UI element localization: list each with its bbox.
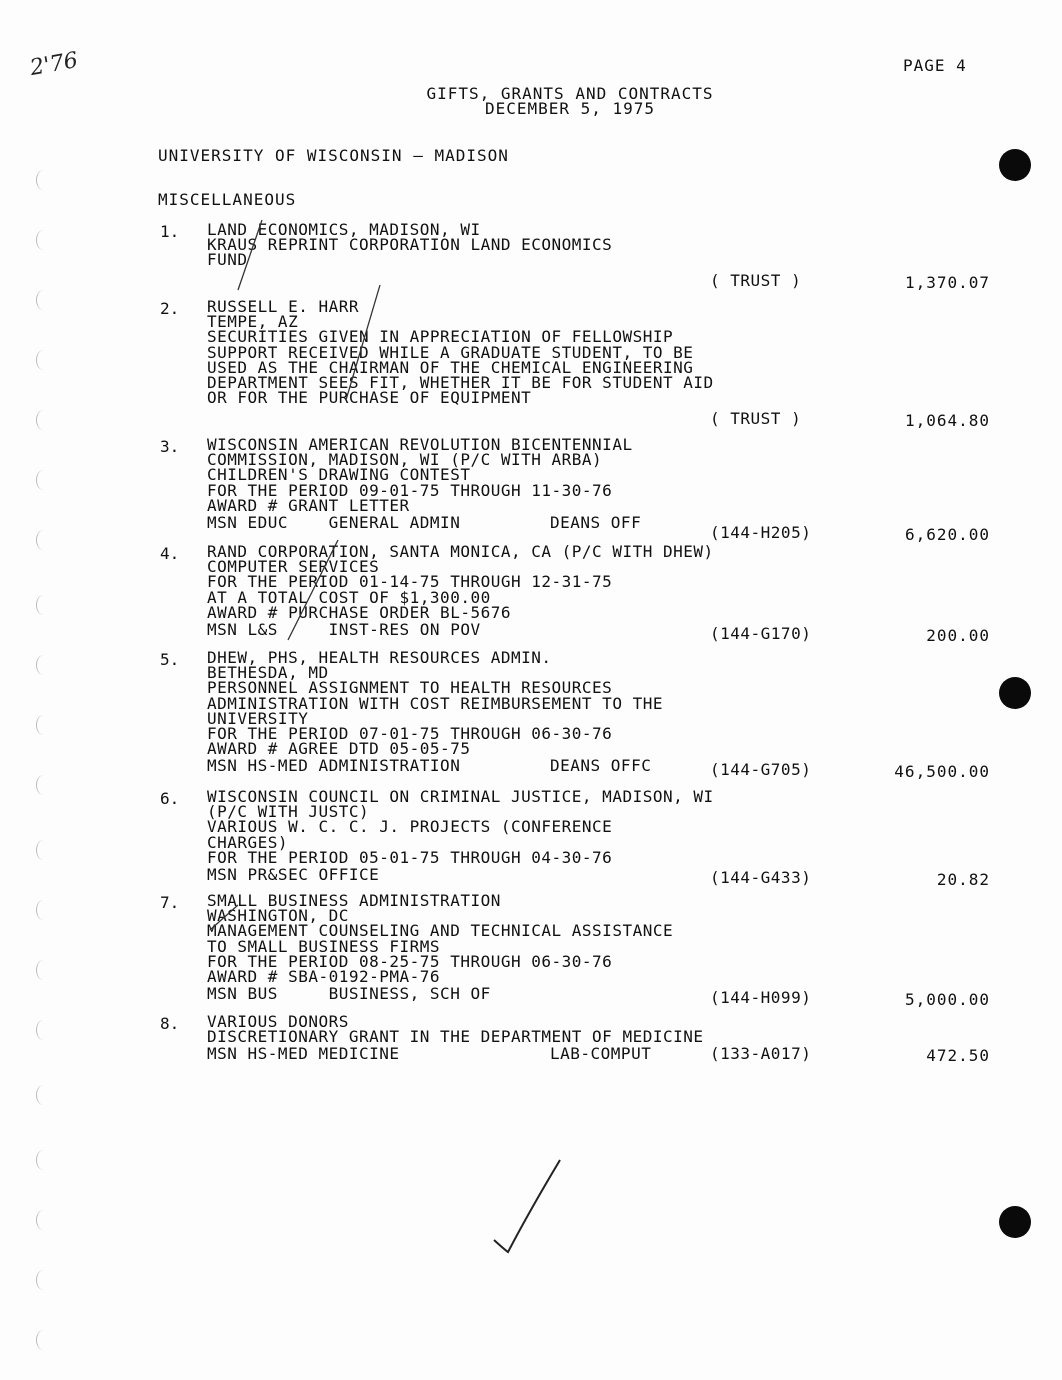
entry-department: MSN EDUC GENERAL ADMIN [207, 513, 461, 532]
entry-line: WISCONSIN AMERICAN REVOLUTION BICENTENNIAL [207, 435, 633, 454]
entry-amount: 1,370.07 [904, 273, 990, 292]
entry-number: 1. [160, 222, 180, 241]
entry-account-code: (133-A017) [710, 1044, 812, 1063]
entry-department: MSN PR&SEC OFFICE [207, 865, 380, 884]
entry-account-code: ( TRUST ) [710, 409, 802, 428]
entry-line: KRAUS REPRINT CORPORATION LAND ECONOMICS [207, 235, 613, 255]
punch-hole [999, 677, 1031, 709]
margin-mark [36, 530, 51, 550]
margin-mark [36, 655, 51, 675]
entry-amount: 5,000.00 [904, 990, 990, 1009]
entry-line: USED AS THE CHAIRMAN OF THE CHEMICAL ENGINEERING [207, 357, 694, 377]
document-date: DECEMBER 5, 1975 [484, 99, 656, 118]
margin-mark [36, 715, 51, 735]
entry-line: RAND CORPORATION, SANTA MONICA, CA (P/C WITH DHEW) [207, 542, 714, 561]
entry-amount: 6,620.00 [904, 525, 990, 544]
entry-line: AWARD # PURCHASE ORDER BL-5676 [207, 602, 511, 622]
entry-line: DEPARTMENT SEES FIT, WHETHER IT BE FOR STUDENT AID [207, 372, 714, 392]
document-title: GIFTS, GRANTS AND CONTRACTS [426, 84, 714, 103]
entry-line: DHEW, PHS, HEALTH RESOURCES ADMIN. [207, 648, 552, 667]
handwritten-note: 2'76 [28, 48, 80, 81]
entry-line: ADMINISTRATION WITH COST REIMBURSEMENT TO THE [207, 693, 663, 713]
entry-line: WISCONSIN COUNCIL ON CRIMINAL JUSTICE, MADISON, WI [207, 787, 714, 806]
entry-unit: LAB-COMPUT [550, 1044, 652, 1063]
pen-stroke [288, 540, 338, 640]
entry-number: 3. [160, 437, 180, 456]
entry-number: 8. [160, 1014, 180, 1033]
entry-line: DISCRETIONARY GRANT IN THE DEPARTMENT OF MEDICINE [207, 1027, 704, 1047]
entry-line: TO SMALL BUSINESS FIRMS [207, 936, 441, 956]
entry-line: VARIOUS DONORS [207, 1012, 349, 1031]
margin-mark [36, 1210, 51, 1230]
entry-amount: 472.50 [926, 1046, 990, 1065]
entry-department: MSN BUS BUSINESS, SCH OF [207, 984, 491, 1003]
punch-hole [999, 149, 1031, 181]
entry-account-code: (144-G433) [710, 868, 812, 887]
margin-mark [36, 170, 51, 190]
entry-line: AWARD # GRANT LETTER [207, 495, 410, 515]
entry-unit: DEANS OFF [550, 513, 642, 532]
entry-line: SUPPORT RECEIVED WHILE A GRADUATE STUDENT, TO BE [207, 342, 694, 362]
margin-mark [36, 1270, 51, 1290]
punch-hole [999, 1206, 1031, 1238]
entry-line: TEMPE, AZ [207, 312, 299, 332]
entry-number: 6. [160, 789, 180, 808]
entry-line: VARIOUS W. C. C. J. PROJECTS (CONFERENCE [207, 817, 613, 837]
entry-line: FUND [207, 250, 248, 270]
entry-line: FOR THE PERIOD 01-14-75 THROUGH 12-31-75 [207, 572, 613, 592]
entry-account-code: (144-H205) [710, 523, 812, 542]
margin-mark [36, 290, 51, 310]
margin-mark [36, 775, 51, 795]
entry-number: 7. [160, 893, 180, 912]
entry-department: MSN HS-MED ADMINISTRATION [207, 756, 461, 775]
entry-line: AT A TOTAL COST OF $1,300.00 [207, 587, 491, 607]
entry-account-code: ( TRUST ) [710, 271, 802, 290]
margin-mark [36, 1150, 51, 1170]
entry-amount: 20.82 [936, 870, 990, 889]
entry-line: RUSSELL E. HARR [207, 297, 359, 316]
pen-stroke [210, 905, 238, 930]
entry-line: COMPUTER SERVICES [207, 557, 380, 577]
entry-line: CHARGES) [207, 832, 289, 852]
margin-mark [36, 840, 51, 860]
entry-line: FOR THE PERIOD 07-01-75 THROUGH 06-30-76 [207, 723, 613, 743]
pen-stroke [238, 220, 262, 290]
margin-mark [36, 470, 51, 490]
margin-mark [36, 595, 51, 615]
entry-unit: DEANS OFFC [550, 756, 652, 775]
entry-line: MANAGEMENT COUNSELING AND TECHNICAL ASSISTANCE [207, 921, 674, 941]
institution-heading: UNIVERSITY OF WISCONSIN — MADISON [158, 146, 509, 165]
entry-line: AWARD # AGREE DTD 05-05-75 [207, 739, 471, 759]
margin-mark [36, 900, 51, 920]
entry-amount: 200.00 [926, 626, 990, 645]
entry-account-code: (144-G170) [710, 624, 812, 643]
margin-mark [36, 1020, 51, 1040]
entry-account-code: (144-G705) [710, 760, 812, 779]
entry-account-code: (144-H099) [710, 988, 812, 1007]
entry-line: PERSONNEL ASSIGNMENT TO HEALTH RESOURCES [207, 678, 613, 698]
margin-mark [36, 960, 51, 980]
entry-line: WASHINGTON, DC [207, 906, 349, 926]
section-heading: MISCELLANEOUS [158, 190, 297, 209]
entry-line: COMMISSION, MADISON, WI (P/C WITH ARBA) [207, 450, 603, 470]
entry-amount: 1,064.80 [904, 411, 990, 430]
margin-mark [36, 350, 51, 370]
checkmark-icon [494, 1160, 560, 1252]
entry-number: 2. [160, 299, 180, 318]
entry-line: SMALL BUSINESS ADMINISTRATION [207, 891, 501, 910]
entry-department: MSN HS-MED MEDICINE [207, 1044, 400, 1063]
page-number: PAGE 4 [903, 56, 967, 75]
entry-number: 4. [160, 544, 180, 563]
entry-line: FOR THE PERIOD 05-01-75 THROUGH 04-30-76 [207, 847, 613, 867]
margin-mark [36, 1330, 51, 1350]
entry-line: (P/C WITH JUSTC) [207, 802, 370, 822]
entry-number: 5. [160, 650, 180, 669]
margin-mark [36, 1085, 51, 1105]
entry-line: FOR THE PERIOD 09-01-75 THROUGH 11-30-76 [207, 480, 613, 500]
entry-line: AWARD # SBA-0192-PMA-76 [207, 966, 441, 986]
entry-line: SECURITIES GIVEN IN APPRECIATION OF FELLOWSHIP [207, 327, 674, 347]
pen-stroke [346, 285, 380, 400]
entry-department: MSN L&S INST-RES ON POV [207, 620, 481, 639]
entry-line: LAND ECONOMICS, MADISON, WI [207, 220, 481, 239]
entry-amount: 46,500.00 [894, 762, 990, 781]
margin-mark [36, 410, 51, 430]
margin-mark [36, 230, 51, 250]
entry-line: BETHESDA, MD [207, 663, 329, 683]
entry-line: CHILDREN'S DRAWING CONTEST [207, 465, 471, 485]
entry-line: FOR THE PERIOD 08-25-75 THROUGH 06-30-76 [207, 951, 613, 971]
entry-line: UNIVERSITY [207, 708, 309, 728]
entry-line: OR FOR THE PURCHASE OF EQUIPMENT [207, 388, 532, 408]
